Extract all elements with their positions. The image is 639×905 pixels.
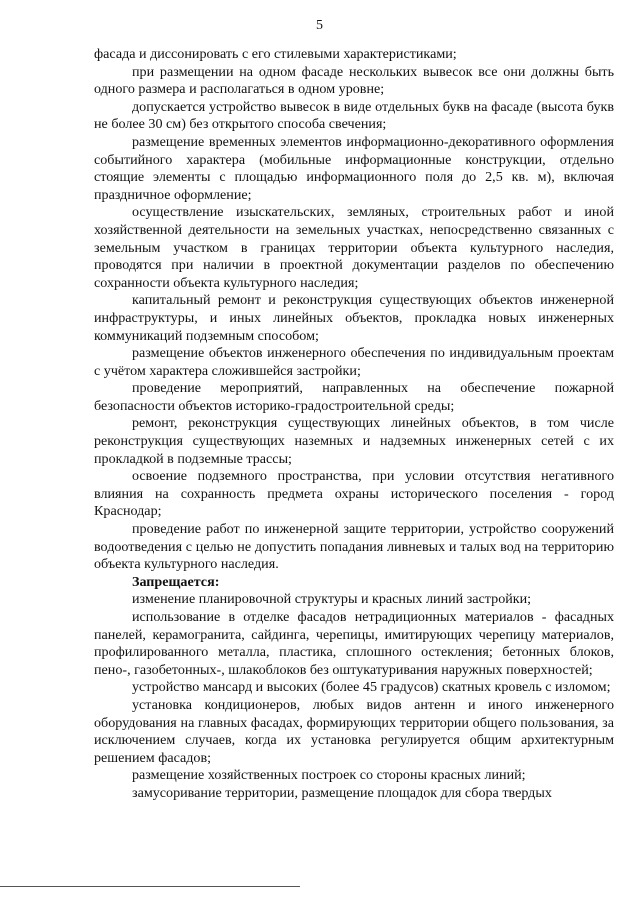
prohibited-heading: Запрещается: [132,573,220,590]
prohibited-item-planning: изменение планировочной структуры и красных линий застройки; [132,591,532,608]
footer-rule [0,886,300,887]
paragraph-signs-same-size: при размещении на одном фасаде нескольких вывесок все они должны быть одного размера и располагаться в одном уровне; [94,63,614,98]
paragraph-survey-works: осуществление изыскательских, земляных, строительных работ и иной хозяйственной деятельности на земельных участках, непосредственно связанных с земельным участком в границах территории объекта культурного наследия, проводятся при наличии в проектной документации разделов по обеспечению сохранности объекта культурного наследия; [94,204,614,291]
paragraph-separate-letters: допускается устройство вывесок в виде отдельных букв на фасаде (высота букв не более 30 см) без открытого способа свечения; [94,98,614,133]
paragraph-fire-safety: проведение мероприятий, направленных на обеспечение пожарной безопасности объектов историко-градостроительной среды; [94,380,614,414]
document-body [94,46,614,803]
paragraph-capital-repair: капитальный ремонт и реконструкция существующих объектов инженерной инфраструктуры, и иных линейных объектов, прокладка новых инженерных коммуникаций подземным способом; [94,292,614,344]
prohibited-item-materials: использование в отделке фасадов нетрадиционных материалов - фасадных панелей, керамогранита, сайдинга, черепицы, имитирующих черепицу материалов, профилированного металла, пластика, сплошного остекления; бетонных блоков, пено-, газобетонных-, шлакоблоков без оштукатуривания наружных поверхностей; [94,609,614,678]
prohibited-item-air-conditioners: установка кондиционеров, любых видов антенн и иного инженерного оборудования на главных фасадах, формирующих территории общего пользования, за исключением случаев, когда их установка регулируется общим архитектурным решением фасадов; [94,696,614,766]
paragraph-underground-space: освоение подземного пространства, при условии отсутствия негативного влияния на сохранность предмета охраны исторического поселения - город Краснодар; [94,468,614,520]
paragraph-engineering-objects: размещение объектов инженерного обеспечения по индивидуальным проектам с учётом характера сложившейся застройки; [94,345,614,379]
prohibited-item-mansards: устройство мансард и высоких (более 45 градусов) скатных кровель с изломом; [132,679,611,696]
page-number: 5 [316,18,323,33]
prohibited-item-littering: замусоривание территории, размещение площадок для сбора твердых [132,784,552,801]
paragraph-continuation: фасада и диссонировать с его стилевыми характеристиками; [94,46,457,62]
paragraph-temporary-elements: размещение временных элементов информационно-декоративного оформления событийного характера (мобильные информационные конструкции, отдельно стоящие элементы с площадью информационного поля до 2,5 кв. м), включая праздничное оформление; [94,133,614,203]
paragraph-engineering-protection: проведение работ по инженерной защите территории, устройство сооружений водоотведения с целью не допустить попадания ливневых и талых вод на территорию объекта культурного наследия. [94,521,614,573]
paragraph-linear-objects: ремонт, реконструкция существующих линейных объектов, в том числе реконструкция существующих наземных и надземных инженерных сетей с их прокладкой в подземные трассы; [94,415,614,467]
prohibited-item-outbuildings: размещение хозяйственных построек со стороны красных линий; [132,767,526,784]
